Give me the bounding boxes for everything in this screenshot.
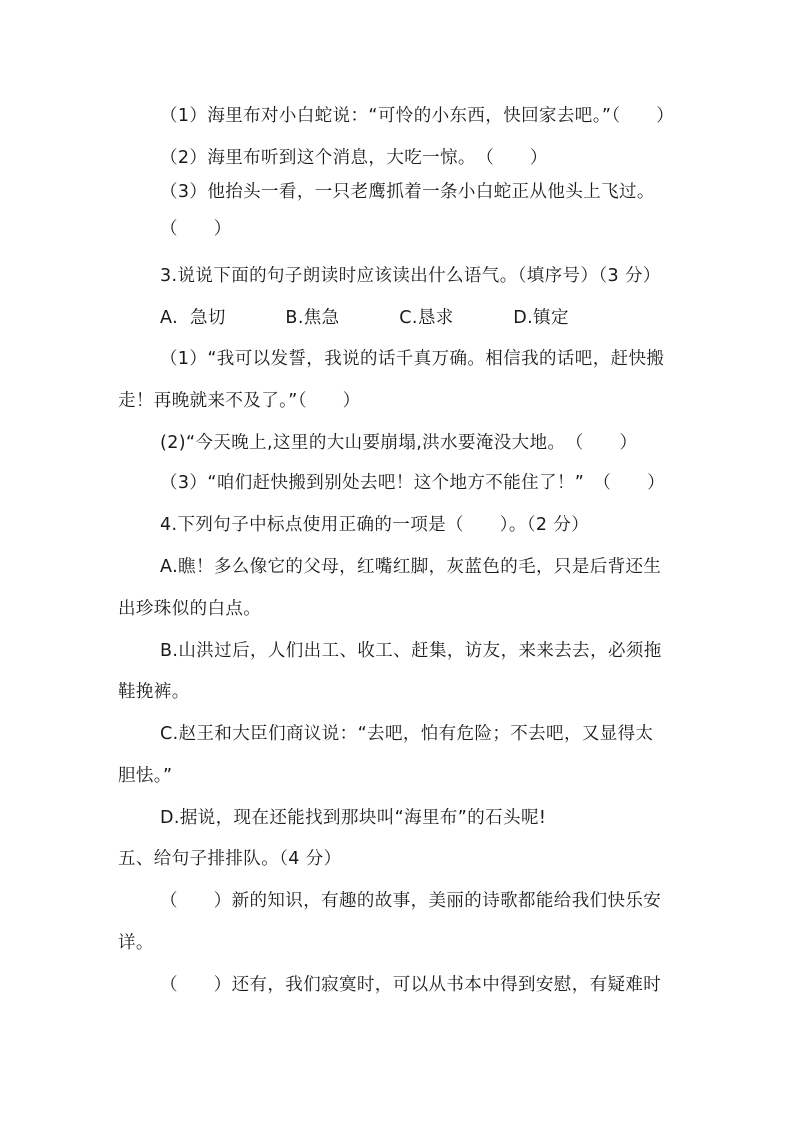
option-b: B.山洪过后，人们出工、收工、赶集，访友，来来去去，必须拖 [160,641,662,661]
ordering-item-1: （ ）新的知识，有趣的故事，美丽的诗歌都能给我们快乐安 [160,891,662,911]
answer-blank: （ ） [160,219,232,239]
option-b-continued: 鞋挽裤。 [118,682,190,702]
ordering-item-1-continued: 详。 [118,933,154,953]
question-item-3: （3）他抬头一看，一只老鹰抓着一条小白蛇正从他头上飞过。 [160,182,655,202]
question-4-heading: 4.下列句子中标点使用正确的一项是（ ）。（2 分） [160,515,590,535]
question-item-2: （2）海里布听到这个消息，大吃一惊。 （ ） [160,148,548,168]
option-d: D.据说，现在还能找到那块叫“海里布”的石头呢! [160,808,547,828]
sentence-1: （1）“我可以发誓，我说的话千真万确。相信我的话吧，赶快搬 [160,349,665,369]
option-c: C.赵王和大臣们商议说：“去吧，怕有危险；不去吧，又显得太 [160,724,654,744]
sentence-2: (2)“今天晚上,这里的大山要崩塌,洪水要淹没大地。 （ ） [160,433,638,453]
option-a: A.瞧！多么像它的父母，红嘴红脚，灰蓝色的毛，只是后背还生 [160,557,662,577]
option-c-continued: 胆怯。” [118,766,173,786]
option-list: A. 急切 B.焦急 C.恳求 D.镇定 [160,308,569,328]
section-5-heading: 五、给句子排排队。（4 分） [118,849,342,869]
sentence-3: （3）“咱们赶快搬到别处去吧！这个地方不能住了！” （ ） [160,473,666,493]
option-a-continued: 出珍珠似的白点。 [118,599,262,619]
sentence-1-continued: 走！再晚就来不及了。”（ ） [118,391,361,411]
question-3-heading: 3.说说下面的句子朗读时应该读出什么语气。（填序号）（3 分） [160,266,661,286]
ordering-item-2: （ ）还有，我们寂寞时，可以从书本中得到安慰，有疑难时 [160,975,662,995]
question-item-1: （1）海里布对小白蛇说：“可怜的小东西，快回家去吧。”（ ） [160,106,675,126]
